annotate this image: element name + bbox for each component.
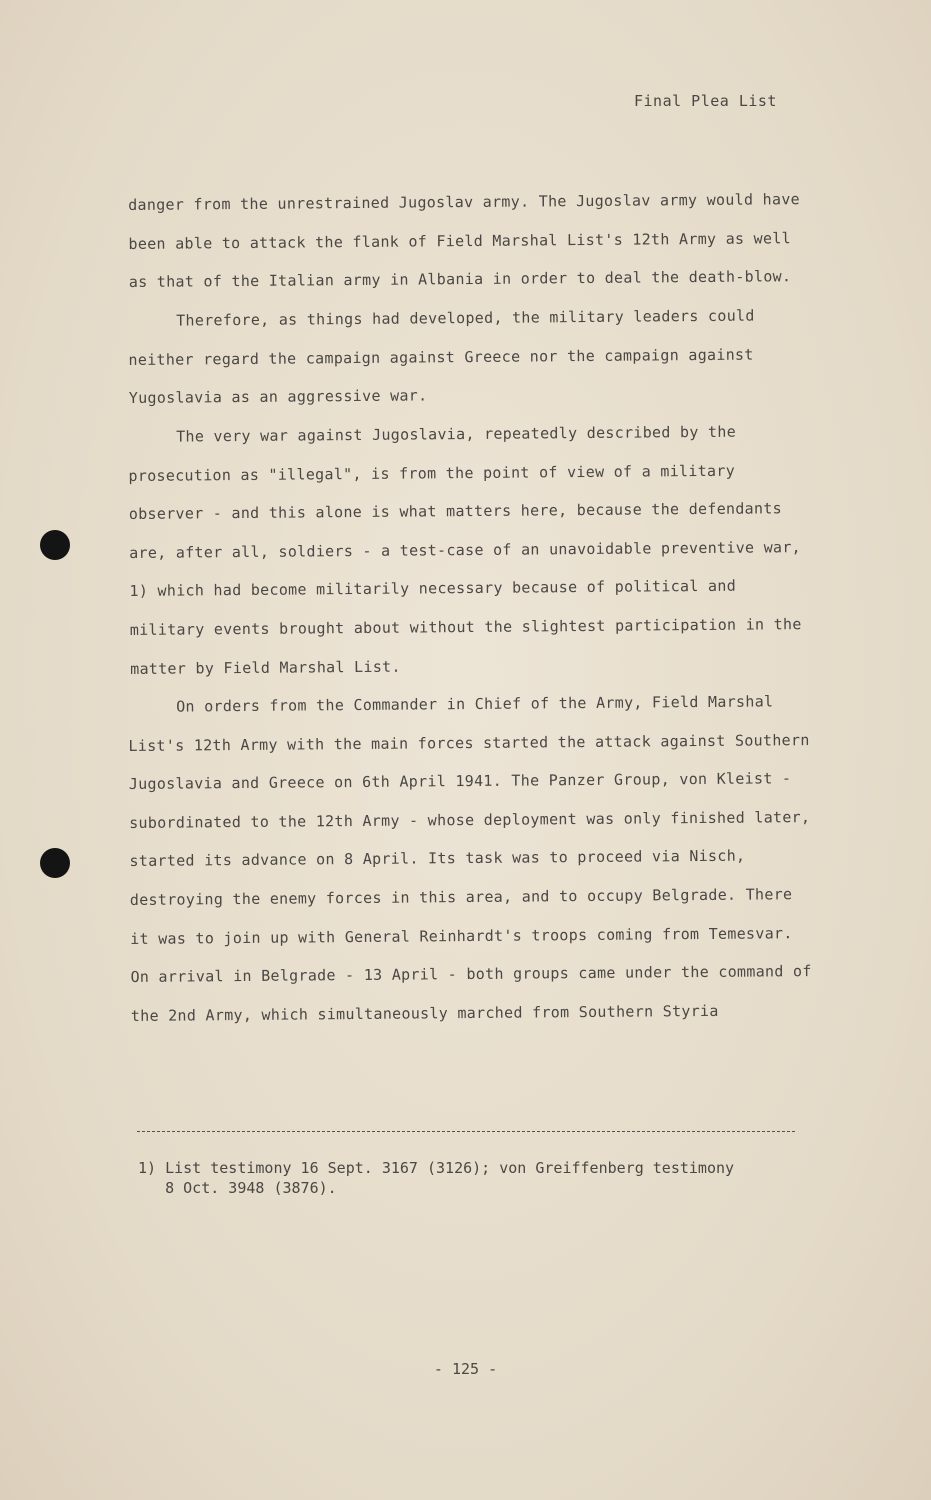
footnote (138, 1158, 798, 1198)
binder-hole-top (40, 530, 70, 560)
body-text (128, 186, 818, 1035)
footnote-line-1: 1) List testimony 16 Sept. 3167 (3126); von Greiffenberg testimony (138, 1159, 735, 1177)
binder-hole-bottom (40, 848, 70, 878)
paragraph-preventive-war: The very war against Jugoslavia, repeatedly described by the prosecution as "illegal", is from the point of view of a military observer - and this alone is what matters here, because the defendants are, after all, soldiers - a test-case of an unavoidable preventive war, 1) which had become militarily necessary because of political and military events brought about without the slightest participation in the matter by Field Marshal List. (128, 422, 802, 678)
footnote-divider (137, 1131, 795, 1132)
paragraph-therefore: Therefore, as things had developed, the military leaders could neither regard the campaign against Greece nor the campaign against Yugoslavia as an aggressive war. (128, 306, 755, 407)
footnote-line-2: 8 Oct. 3948 (3876). (138, 1179, 337, 1197)
paragraph-continuation: danger from the unrestrained Jugoslav army. The Jugoslav army would have been able to attack the flank of Field Marshal List's 12th Army as well as that of the Italian army in Albania in order to deal the death-blow. (128, 190, 801, 292)
page-number: - 125 - (433, 1360, 498, 1378)
page-header: Final Plea List (634, 92, 777, 110)
paragraph-attack-orders: On orders from the Commander in Chief of the Army, Field Marshal List's 12th Army with the main forces started the attack against Southern Jugoslavia and Greece on 6th April 1941. The Panzer Group, von Kleist - subordinated to the 12th Army - whose deployment was only finished later, started its advance on 8 April. Its task was to proceed via Nisch, destroying the enemy forces in this area, and to occupy Belgrade. There it was to join up with General Reinhardt's troops coming from Temesvar. On arrival in Belgrade - 13 April - both groups came under the command of the 2nd Army, which simultaneously marched from Southern Styria (128, 692, 812, 1025)
